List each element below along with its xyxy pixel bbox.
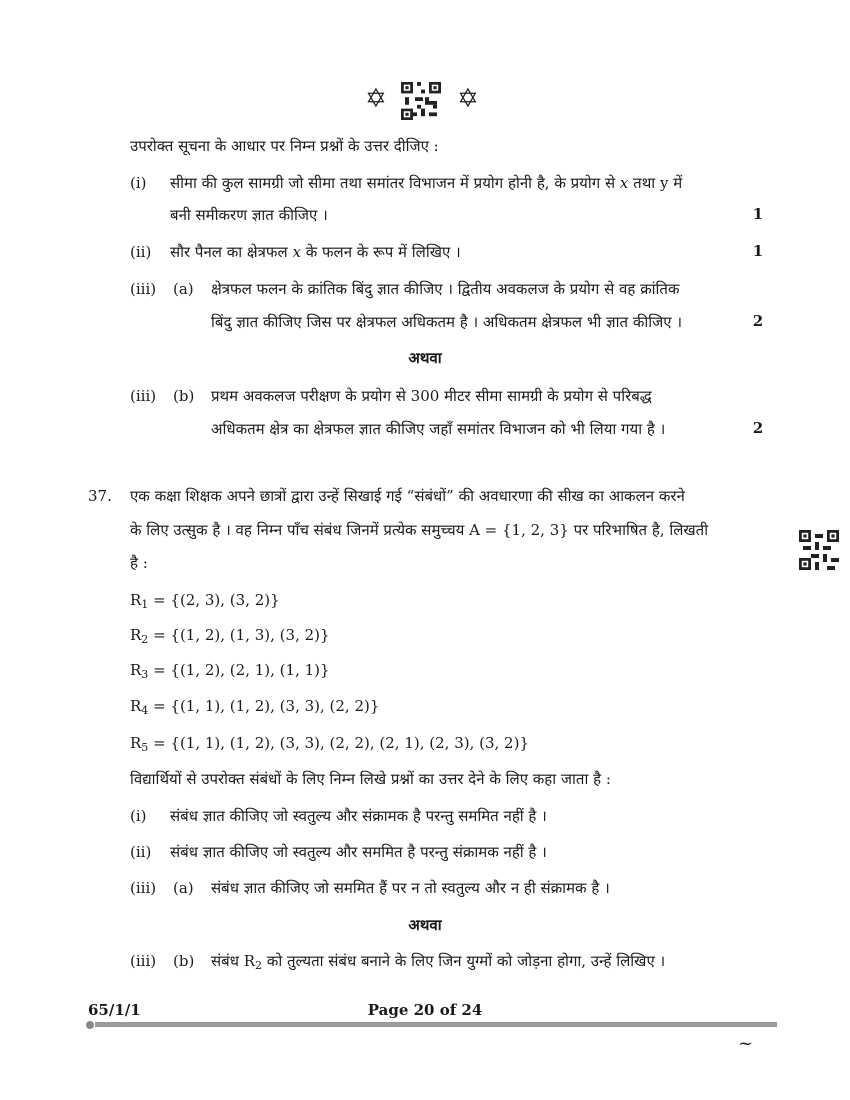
footer-dot [86, 1021, 94, 1029]
q36-part-i-line2: बनी समीकरण ज्ञात कीजिए । [170, 206, 328, 224]
qr-code-icon [401, 82, 441, 120]
q36-part-ii-marks: 1 [752, 242, 764, 260]
q36-part-iii-b-label: (b) [173, 387, 195, 405]
q36-part-iii-a-line2: बिंदु ज्ञात कीजिए जिस पर क्षेत्रफल अधिकतम है । अधिकतम क्षेत्रफल भी ज्ञात कीजिए । [211, 313, 683, 331]
q36-part-iii-b-roman: (iii) [130, 387, 157, 405]
q36-part-iii-a-marks: 2 [752, 312, 764, 330]
q36-part-i-line1: सीमा की कुल सामग्री जो सीमा तथा समांतर विभाजन में प्रयोग होनी है, के प्रयोग से x तथा y में [170, 174, 683, 192]
q37-part-iii-a-label: (a) [173, 879, 194, 897]
relation-r4: $R_4 = \{(1$, 1), (1, 2), (3, 3), (2, 2)} [130, 697, 380, 717]
q37-ask: विद्यार्थियों से उपरोक्त संबंधों के लिए निम्न लिखे प्रश्नों का उत्तर देने के लिए कहा जाता है : [130, 770, 611, 788]
q36-part-iii-b-line1: प्रथम अवकलज परीक्षण के प्रयोग से 300 मीटर सीमा सामग्री के प्रयोग से परिबद्ध [211, 387, 652, 405]
q37-part-i-label: (i) [130, 807, 147, 825]
q37-number: 37. [88, 487, 112, 505]
q37-part-iii-label: (iii) [130, 879, 157, 897]
side-qr-code-icon [799, 530, 839, 570]
q37-part-iii-b-label: (b) [173, 952, 195, 970]
q36-part-iii-b-line2: अधिकतम क्षेत्र का क्षेत्रफल ज्ञात कीजिए जहाँ समांतर विभाजन को भी लिया गया है । [211, 420, 666, 438]
footer-rule [95, 1022, 777, 1027]
q37-intro-line1: एक कक्षा शिक्षक अपने छात्रों द्वारा उन्हें सिखाई गई “संबंधों” की अवधारणा की सीख का आकलन करने [130, 487, 685, 505]
q37-part-iii-a-text: संबंध ज्ञात कीजिए जो सममित हैं पर न तो स्वतुल्य और न ही संक्रामक है । [211, 879, 610, 897]
relation-r3: $R_3 = \{(1$, 2), (2, 1), (1, 1)} [130, 661, 330, 681]
q36-part-i-label: (i) [130, 174, 147, 192]
q36-part-ii-text: सौर पैनल का क्षेत्रफल x के फलन के रूप में लिखिए । [170, 243, 461, 261]
q37-intro-line2: के लिए उत्सुक है । वह निम्न पाँच संबंध जिनमें प्रत्येक समुच्चय A = {1, 2, 3} पर परिभाषित है, लिखती [130, 521, 709, 539]
footer-code: 65/1/1 [88, 1001, 141, 1019]
q36-intro: उपरोक्त सूचना के आधार पर निम्न प्रश्नों के उत्तर दीजिए : [130, 137, 439, 155]
star-right-icon: ✡ [457, 84, 479, 114]
q37-part-i-text: संबंध ज्ञात कीजिए जो स्वतुल्य और संक्रामक है परन्तु सममित नहीं है । [170, 807, 547, 825]
q36-part-ii-label: (ii) [130, 243, 152, 261]
q37-intro-line3: है : [130, 554, 148, 572]
footer-page-number: Page 20 of 24 [367, 1001, 483, 1019]
star-left-icon: ✡ [365, 84, 387, 114]
q36-part-iii-a-label: (a) [173, 280, 194, 298]
q36-part-iii-label: (iii) [130, 280, 157, 298]
q36-part-iii-b-marks: 2 [752, 419, 764, 437]
q37-part-iii-b-roman: (iii) [130, 952, 157, 970]
relation-r1: $R_1 = \{(2$, 3), (3, 2)} [130, 591, 280, 611]
footer-tilde: ~ [738, 1033, 754, 1054]
q36-or-label: अथवा [408, 349, 442, 367]
q36-part-iii-a-line1: क्षेत्रफल फलन के क्रांतिक बिंदु ज्ञात कीजिए । द्वितीय अवकलज के प्रयोग से वह क्रांतिक [211, 280, 680, 298]
relation-r2: $R_2 = \{(1$, 2), (1, 3), (3, 2)} [130, 626, 330, 646]
q37-part-iii-b-text: संबंध $R_2$ को तुल्यता संबंध बनाने के लिए जिन युग्मों को जोड़ना होगा, उन्हें लिखिए । [211, 952, 666, 972]
q37-or-label: अथवा [408, 916, 442, 934]
q37-part-ii-label: (ii) [130, 843, 152, 861]
relation-r5: $R_5 = \{(1$, 1), (1, 2), (3, 3), (2, 2), (2, 1), (2, 3), (3, 2)} [130, 734, 529, 754]
q36-part-i-marks: 1 [752, 205, 764, 223]
q37-part-ii-text: संबंध ज्ञात कीजिए जो स्वतुल्य और सममित है परन्तु संक्रामक नहीं है । [170, 843, 547, 861]
